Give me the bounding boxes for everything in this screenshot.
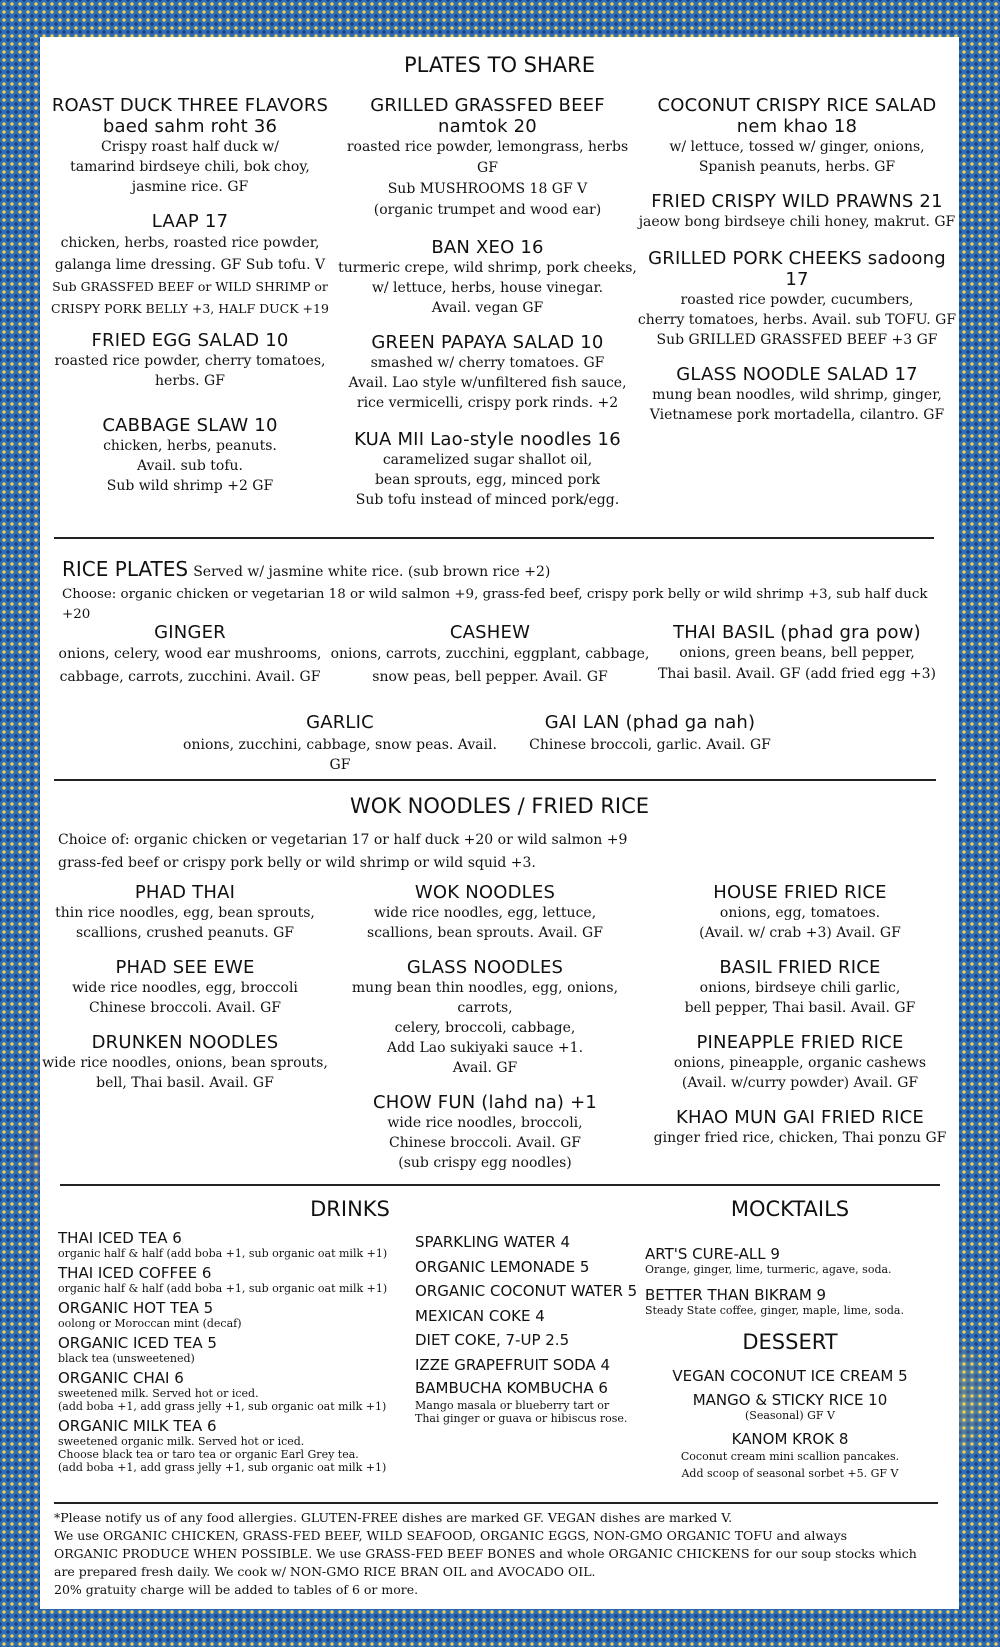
- item-desc: snow peas, bell pepper. Avail. GF: [372, 669, 608, 685]
- item-name: ROAST DUCK THREE FLAVORS: [51, 95, 329, 116]
- plates-col2: [335, 95, 640, 510]
- item-desc: sweetened organic milk. Served hot or iced.: [58, 1435, 305, 1448]
- footer-line: ORGANIC PRODUCE WHEN POSSIBLE. We use GRASS-FED BEEF BONES and whole ORGANIC CHICKENS for our soup stocks which: [54, 1546, 917, 1561]
- item-desc: bell, Thai basil. Avail. GF: [96, 1075, 274, 1091]
- item-desc: roasted rice powder, lemongrass, herbs GF: [346, 139, 629, 176]
- item-name: GLASS NOODLES: [406, 957, 564, 978]
- item-desc: organic half & half (add boba +1, sub organic oat milk +1): [58, 1282, 388, 1295]
- item-desc: chicken, herbs, roasted rice powder,: [60, 235, 320, 251]
- rice-choose: Choose: organic chicken or vegetarian 18 or wild salmon +9, grass-fed beef, crispy pork belly or wild shrimp +3, sub half duck +20: [62, 587, 928, 622]
- item-name: GRILLED GRASSFED BEEF: [370, 95, 605, 116]
- item-name: KANOM KROK 8: [731, 1430, 849, 1448]
- item-desc: ginger fried rice, chicken, Thai ponzu GF: [653, 1130, 947, 1146]
- item-desc: mung bean thin noodles, egg, onions, carrots,: [351, 980, 619, 1016]
- item-name: THAI ICED TEA 6: [58, 1229, 182, 1247]
- dessert-item: [630, 1391, 950, 1422]
- item-name: PINEAPPLE FRIED RICE: [696, 1032, 904, 1053]
- menu-item: [645, 957, 955, 1018]
- mocktails-title: MOCKTAILS: [730, 1197, 850, 1221]
- item-desc: Spanish peanuts, herbs. GF: [698, 159, 896, 175]
- menu-item: [40, 95, 340, 197]
- item-desc: Add Lao sukiyaki sauce +1.: [386, 1040, 584, 1056]
- item-name: GAI LAN (phad ga nah): [544, 712, 756, 733]
- plates-title: PLATES TO SHARE: [403, 53, 596, 77]
- rice-item: [495, 712, 805, 755]
- item-name: ART'S CURE-ALL 9: [645, 1245, 780, 1263]
- item-desc: Avail. GF: [452, 1060, 518, 1076]
- drink-item: [58, 1299, 398, 1330]
- item-desc: Thai basil. Avail. GF (add fried egg +3): [658, 666, 936, 682]
- section-divider: [54, 1502, 938, 1504]
- item-desc: turmeric crepe, wild shrimp, pork cheeks,: [338, 260, 637, 276]
- drinks-title: DRINKS: [310, 1197, 390, 1221]
- item-desc: tamarind birdseye chili, bok choy,: [70, 159, 310, 175]
- item-name: FRIED EGG SALAD 10: [91, 330, 289, 351]
- menu-item: [325, 1092, 645, 1173]
- section-divider: [54, 779, 936, 781]
- item-desc: Sub GRILLED GRASSFED BEEF +3 GF: [656, 332, 938, 348]
- item-desc: (sub crispy egg noodles): [398, 1155, 572, 1171]
- item-desc: onions, egg, tomatoes.: [719, 905, 881, 921]
- menu-item: [635, 191, 959, 232]
- footer-line: 20% gratuity charge will be added to tables of 6 or more.: [54, 1582, 419, 1597]
- plates-col1: [40, 95, 340, 496]
- footer-line: We use ORGANIC CHICKEN, GRASS-FED BEEF, WILD SEAFOOD, ORGANIC EGGS, NON-GMO ORGANIC TOFU and always: [54, 1528, 848, 1543]
- item-name: VEGAN COCONUT ICE CREAM 5: [672, 1367, 908, 1385]
- item-desc: Steady State coffee, ginger, maple, lime, soda.: [645, 1304, 904, 1317]
- menu-item: [635, 95, 959, 177]
- item-desc: Orange, ginger, lime, turmeric, agave, soda.: [645, 1263, 892, 1276]
- item-desc: mung bean noodles, wild shrimp, ginger,: [652, 387, 942, 403]
- menu-item: [40, 330, 340, 391]
- dessert-title: DESSERT: [742, 1330, 838, 1354]
- item-desc: herbs. GF: [155, 373, 225, 389]
- item-name: PHAD SEE EWE: [115, 957, 255, 978]
- item-name: KUA MII Lao-style noodles 16: [354, 429, 621, 450]
- item-name: MEXICAN COKE 4: [415, 1306, 545, 1325]
- item-name: IZZE GRAPEFRUIT SODA 4: [415, 1355, 611, 1374]
- rice-item: [180, 712, 500, 775]
- menu-item: [645, 882, 955, 943]
- item-name: WOK NOODLES: [414, 882, 556, 903]
- item-desc: Sub tofu instead of minced pork/egg.: [355, 492, 620, 508]
- item-name: GARLIC: [306, 712, 374, 733]
- wok-choice-line: grass-fed beef or crispy pork belly or wild shrimp or wild squid +3.: [58, 855, 536, 871]
- item-desc: (add boba +1, add grass jelly +1, sub organic oat milk +1): [58, 1400, 387, 1413]
- menu-item: [335, 429, 640, 510]
- dessert-item: [630, 1367, 950, 1385]
- rice-header: [62, 557, 942, 582]
- item-desc: w/ lettuce, tossed w/ ginger, onions,: [669, 139, 925, 155]
- item-desc: onions, birdseye chili garlic,: [699, 980, 901, 996]
- menu-item: [645, 1107, 955, 1148]
- item-name: ORGANIC HOT TEA 5: [58, 1299, 214, 1317]
- drink-item: [58, 1334, 398, 1365]
- wok-choice: [58, 829, 918, 875]
- item-desc: Avail. vegan GF: [431, 300, 544, 316]
- drink-item: [58, 1264, 398, 1295]
- menu-item: [635, 248, 959, 350]
- item-desc: (organic trumpet and wood ear): [373, 202, 602, 218]
- item-desc: jasmine rice. GF: [131, 179, 249, 195]
- item-desc: (Avail. w/curry powder) Avail. GF: [681, 1075, 919, 1091]
- menu-item: [335, 332, 640, 413]
- item-name: DIET COKE, 7-UP 2.5: [415, 1331, 570, 1349]
- item-name: GLASS NOODLE SALAD 17: [676, 364, 918, 385]
- item-desc: chicken, herbs, peanuts.: [103, 438, 277, 454]
- item-name: FRIED CRISPY WILD PRAWNS 21: [651, 191, 943, 212]
- footer-line: are prepared fresh daily. We cook w/ NON-GMO RICE BRAN OIL and AVOCADO OIL.: [54, 1564, 596, 1579]
- item-desc: Avail. sub tofu.: [137, 458, 243, 474]
- mocktail-item: [645, 1245, 945, 1276]
- wok-choice-line: Choice of: organic chicken or vegetarian 17 or half duck +20 or wild salmon +9: [58, 832, 628, 848]
- item-desc: Crispy roast half duck w/: [100, 139, 280, 155]
- item-desc: oolong or Moroccan mint (decaf): [58, 1317, 242, 1330]
- item-name: ORGANIC ICED TEA 5: [58, 1334, 217, 1352]
- item-desc: Avail. Lao style w/unfiltered fish sauce,: [348, 375, 627, 391]
- item-desc: smashed w/ cherry tomatoes. GF: [370, 355, 605, 371]
- item-desc: Choose black tea or taro tea or organic Earl Grey tea.: [58, 1448, 359, 1461]
- item-desc: wide rice noodles, broccoli,: [387, 1115, 583, 1131]
- menu-item: [325, 882, 645, 943]
- wok-col1: [40, 882, 330, 1093]
- item-desc: bean sprouts, egg, minced pork: [374, 472, 601, 488]
- item-name: ORGANIC MILK TEA 6: [58, 1417, 217, 1435]
- item-name: CABBAGE SLAW 10: [102, 415, 278, 436]
- item-desc: rice vermicelli, crispy pork rinds. +2: [356, 395, 619, 411]
- item-desc: Add scoop of seasonal sorbet +5. GF V: [681, 1467, 899, 1480]
- menu-item: [40, 882, 330, 943]
- item-name: GRILLED PORK CHEEKS sadoong 17: [648, 248, 946, 290]
- rice-title: RICE PLATES: [62, 557, 189, 581]
- item-name: ORGANIC LEMONADE 5: [415, 1257, 590, 1276]
- item-desc: w/ lettuce, herbs, house vinegar.: [371, 280, 604, 296]
- item-desc: Chinese broccoli. Avail. GF: [88, 1000, 282, 1016]
- menu-item: [40, 957, 330, 1018]
- mocktail-item: [645, 1286, 945, 1317]
- drink-item: [58, 1369, 398, 1413]
- item-name: THAI BASIL (phad gra pow): [673, 622, 921, 643]
- dessert-item: [630, 1430, 950, 1482]
- item-desc: onions, carrots, zucchini, eggplant, cabbage,: [330, 646, 650, 662]
- menu-item: [335, 95, 640, 221]
- item-desc: onions, celery, wood ear mushrooms,: [58, 646, 322, 662]
- item-desc: onions, pineapple, organic cashews: [673, 1055, 927, 1071]
- item-desc: cabbage, carrots, zucchini. Avail. GF: [59, 669, 321, 685]
- item-desc: cherry tomatoes, herbs. Avail. sub TOFU. GF: [637, 312, 957, 328]
- item-desc: galanga lime dressing. GF Sub tofu. V: [54, 257, 326, 273]
- item-desc: black tea (unsweetened): [58, 1352, 195, 1365]
- menu-item: [40, 211, 340, 320]
- item-sub: nem khao 18: [736, 116, 858, 137]
- item-desc: Thai ginger or guava or hibiscus rose.: [415, 1412, 628, 1425]
- item-desc: Chinese broccoli, garlic. Avail. GF: [529, 737, 771, 753]
- drink-item: [58, 1229, 398, 1260]
- section-divider: [54, 537, 934, 539]
- wok-col3: [645, 882, 955, 1148]
- section-divider: [60, 1184, 940, 1186]
- item-desc: onions, green beans, bell pepper,: [679, 645, 915, 661]
- item-desc: wide rice noodles, onions, bean sprouts,: [42, 1055, 328, 1071]
- menu-item: [40, 1032, 330, 1093]
- item-name: BETTER THAN BIKRAM 9: [645, 1286, 827, 1304]
- mocktails-list: [645, 1245, 945, 1317]
- item-name: BAN XEO 16: [431, 237, 544, 258]
- dessert-list: [630, 1367, 950, 1482]
- drink-item: [58, 1417, 398, 1474]
- item-desc: jaeow bong birdseye chili honey, makrut. GF: [638, 214, 956, 230]
- item-desc: (Seasonal) GF V: [745, 1409, 835, 1422]
- item-name: THAI ICED COFFEE 6: [58, 1264, 212, 1282]
- item-desc: CRISPY PORK BELLY +3, HALF DUCK +19: [51, 301, 329, 316]
- item-desc: Chinese broccoli. Avail. GF: [388, 1135, 582, 1151]
- menu-item: [40, 415, 340, 496]
- item-desc: (add boba +1, add grass jelly +1, sub organic oat milk +1): [58, 1461, 387, 1474]
- item-desc: (Avail. w/ crab +3) Avail. GF: [699, 925, 901, 941]
- item-name: MANGO & STICKY RICE 10: [692, 1391, 888, 1409]
- wok-title: WOK NOODLES / FRIED RICE: [349, 794, 650, 818]
- item-name: PHAD THAI: [134, 882, 236, 903]
- footer-notes: [54, 1509, 949, 1599]
- menu-item: [325, 957, 645, 1078]
- item-name: BAMBUCHA KOMBUCHA 6: [415, 1379, 608, 1397]
- item-name: BASIL FRIED RICE: [719, 957, 881, 978]
- item-desc: roasted rice powder, cucumbers,: [680, 292, 914, 308]
- item-desc: organic half & half (add boba +1, sub organic oat milk +1): [58, 1247, 388, 1260]
- item-desc: onions, zucchini, cabbage, snow peas. Avail. GF: [183, 737, 497, 773]
- plates-col3: [635, 95, 959, 425]
- drinks-right: [415, 1230, 660, 1425]
- item-desc: Coconut cream mini scallion pancakes.: [680, 1450, 900, 1463]
- item-desc: celery, broccoli, cabbage,: [394, 1020, 576, 1036]
- rice-item: [330, 622, 650, 689]
- item-name: KHAO MUN GAI FRIED RICE: [676, 1107, 924, 1128]
- item-desc: sweetened milk. Served hot or iced.: [58, 1387, 259, 1400]
- rice-item: [637, 622, 957, 685]
- item-sub: baed sahm roht 36: [102, 116, 278, 137]
- item-desc: Mango masala or blueberry tart or: [415, 1399, 610, 1412]
- item-name: COCONUT CRISPY RICE SALAD: [657, 95, 937, 116]
- item-name: ORGANIC COCONUT WATER 5: [415, 1282, 638, 1300]
- item-name: DRUNKEN NOODLES: [91, 1032, 279, 1053]
- item-desc: roasted rice powder, cherry tomatoes,: [54, 353, 326, 369]
- item-name: SPARKLING WATER 4: [415, 1233, 571, 1251]
- item-desc: Sub MUSHROOMS 18 GF V: [387, 181, 588, 197]
- menu-item: [635, 364, 959, 425]
- menu-panel: [40, 37, 959, 1609]
- item-desc: caramelized sugar shallot oil,: [382, 452, 593, 468]
- wok-col2: [325, 882, 645, 1173]
- item-desc: thin rice noodles, egg, bean sprouts,: [55, 905, 315, 921]
- item-name: GREEN PAPAYA SALAD 10: [371, 332, 604, 353]
- rice-item: [40, 622, 340, 689]
- item-desc: wide rice noodles, egg, broccoli: [72, 980, 298, 996]
- item-name: CASHEW: [449, 622, 531, 643]
- item-desc: wide rice noodles, egg, lettuce,: [373, 905, 597, 921]
- footer-line: *Please notify us of any food allergies. GLUTEN-FREE dishes are marked GF. VEGAN dishes are marked V.: [54, 1510, 733, 1525]
- item-desc: scallions, bean sprouts. Avail. GF: [367, 925, 603, 941]
- rice-note: Served w/ jasmine white rice. (sub brown rice +2): [193, 564, 551, 580]
- item-name: CHOW FUN (lahd na) +1: [372, 1092, 598, 1113]
- item-name: ORGANIC CHAI 6: [58, 1369, 184, 1387]
- item-desc: Sub wild shrimp +2 GF: [106, 478, 274, 494]
- item-desc: scallions, crushed peanuts. GF: [75, 925, 295, 941]
- menu-item: [335, 237, 640, 318]
- item-sub: namtok 20: [438, 116, 537, 137]
- item-desc: Vietnamese pork mortadella, cilantro. GF: [649, 407, 945, 423]
- item-name: GINGER: [154, 622, 226, 643]
- item-desc: bell pepper, Thai basil. Avail. GF: [684, 1000, 916, 1016]
- item-name: LAAP 17: [151, 211, 229, 232]
- item-name: HOUSE FRIED RICE: [713, 882, 887, 903]
- drinks-left: [58, 1229, 398, 1474]
- item-desc: Sub GRASSFED BEEF or WILD SHRIMP or: [52, 279, 328, 294]
- menu-item: [645, 1032, 955, 1093]
